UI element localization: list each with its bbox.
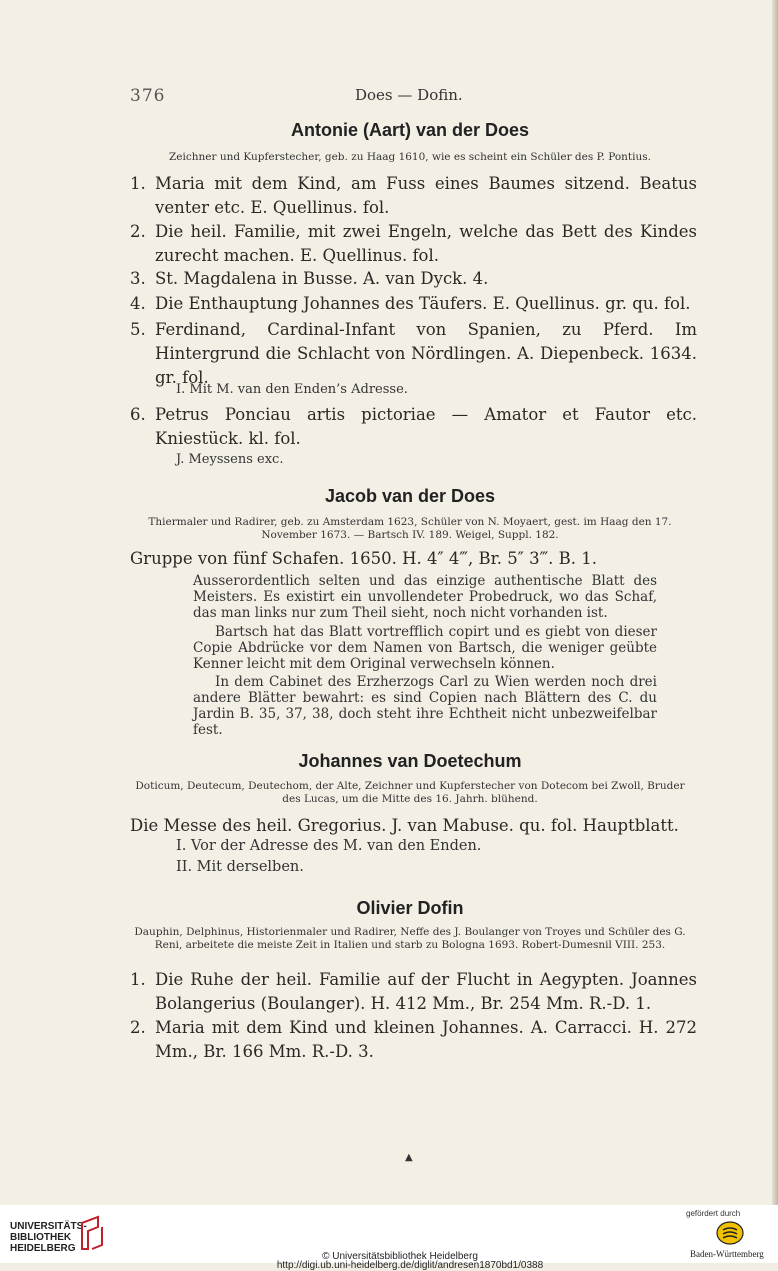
- state-1: I. Vor der Adresse des M. van den Enden.: [176, 838, 482, 854]
- entry-number: 6.: [130, 405, 146, 424]
- entry-number: 5.: [130, 320, 146, 339]
- print-title-line: Die Messe des heil. Gregorius. J. van Mabuse. qu. fol. Hauptblatt.: [130, 816, 679, 835]
- heading-johannes-van-doetechum: Johannes van Doetechum: [298, 751, 522, 771]
- running-header: [0, 86, 778, 110]
- entry-4: [130, 292, 697, 316]
- funder-name: Baden-Württemberg: [690, 1249, 764, 1259]
- library-logo-icon: [78, 1215, 106, 1251]
- bio-antonie: Zeichner und Kupferstecher, geb. zu Haag 1610, wie es scheint ein Schüler des P. Pontius.: [169, 151, 651, 163]
- entry-1: [130, 172, 697, 220]
- entry-number: 4.: [130, 294, 146, 313]
- entry-3: [130, 267, 697, 291]
- permalink-url[interactable]: http://digi.ub.uni-heidelberg.de/diglit/andresen1870bd1/0388: [276, 1260, 544, 1271]
- entry-1: [130, 968, 697, 1016]
- entry-text: St. Magdalena in Busse. A. van Dyck. 4.: [155, 269, 489, 288]
- page-number: 376: [130, 86, 166, 106]
- state-2: II. Mit derselben.: [176, 859, 304, 875]
- heading-antonie-van-der-does: Antonie (Aart) van der Does: [290, 120, 530, 140]
- entry-text: Die Enthauptung Johannes des Täufers. E. Quellinus. gr. qu. fol.: [155, 294, 691, 313]
- publisher-note: J. Meyssens exc.: [176, 452, 284, 467]
- entry-text: Die heil. Familie, mit zwei Engeln, welche das Bett des Kindes zurecht machen. E. Quellinus. fol.: [155, 222, 697, 265]
- entry-2: [130, 1016, 697, 1064]
- running-title: Does — Dofin.: [355, 86, 463, 104]
- entry-text: Die Ruhe der heil. Familie auf der Flucht in Aegypten. Joannes Bolangerius (Boulanger). H. 412 Mm., Br. 254 Mm. R.-D. 1.: [155, 970, 697, 1013]
- footer-bar: [0, 1205, 778, 1271]
- entry-6: [130, 403, 697, 451]
- funded-by-label: gefördert durch: [686, 1209, 741, 1218]
- paragraph-3: In dem Cabinet des Erzherzogs Carl zu Wien werden noch drei andere Blätter bewahrt: es sind Copien nach Blättern des C. du Jardin B. 35, 37, 38, doch steht ihre Echtheit nicht unbezweifelbar fest.: [193, 674, 657, 738]
- entry-text: Ferdinand, Cardinal-Infant von Spanien, zu Pferd. Im Hintergrund die Schlacht von Nördlingen. A. Diepenbeck. 1634. gr. fol.: [155, 320, 697, 387]
- entry-text: Maria mit dem Kind und kleinen Johannes. A. Carracci. H. 272 Mm., Br. 166 Mm. R.-D. 3.: [155, 1018, 697, 1061]
- bio-jacob: Thiermaler und Radirer, geb. zu Amsterdam 1623, Schüler von N. Moyaert, gest. im Haag den 17. November 1673. — Bartsch IV. 189. Weigel, Suppl. 182.: [148, 516, 672, 541]
- state-crest-icon: [715, 1220, 745, 1246]
- print-title-line: Gruppe von fünf Schafen. 1650. H. 4″ 4‴, Br. 5″ 3‴. B. 1.: [130, 549, 598, 568]
- paragraph-2: Bartsch hat das Blatt vortrefflich copirt und es giebt von dieser Copie Abdrücke vor dem Namen von Bartsch, die weniger geübte Kenner leicht mit dem Original verwechseln können.: [193, 624, 657, 672]
- entry-text: Petrus Ponciau artis pictoriae — Amator et Fautor etc. Kniestück. kl. fol.: [155, 405, 697, 448]
- paragraph-1: Ausserordentlich selten und das einzige authentische Blatt des Meisters. Es existirt ein unvollendeter Probedruck, wo das Schaf, das man links nur zum Theil sieht, noch nicht vorhanden ist.: [193, 573, 657, 621]
- entry-number: 2.: [130, 1018, 146, 1037]
- heading-olivier-dofin: Olivier Dofin: [356, 898, 464, 918]
- entry-2: [130, 220, 697, 268]
- state-note: I. Mit M. van den Enden’s Adresse.: [176, 382, 408, 397]
- print-mark: ▲: [405, 1152, 413, 1163]
- entry-number: 3.: [130, 269, 146, 288]
- entry-number: 2.: [130, 222, 146, 241]
- entry-number: 1.: [130, 174, 146, 193]
- entry-number: 1.: [130, 970, 146, 989]
- entry-text: Maria mit dem Kind, am Fuss eines Baumes sitzend. Beatus venter etc. E. Quellinus. fol.: [155, 174, 697, 217]
- bio-johannes: Doticum, Deutecum, Deutechom, der Alte, Zeichner und Kupferstecher von Dotecom bei Zwoll, Bruder des Lucas, um die Mitte des 16. Jahrh. blühend.: [135, 780, 685, 805]
- page-edge-shadow: [772, 0, 778, 1205]
- bio-olivier: Dauphin, Delphinus, Historienmaler und Radirer, Neffe des J. Boulanger von Troyes und Schüler des G. Reni, arbeitete die meiste Zeit in Italien und starb zu Bologna 1693. Robert-Dumesnil VIII. 253.: [134, 926, 686, 951]
- library-name: UNIVERSITÄTS- BIBLIOTHEK HEIDELBERG: [10, 1221, 87, 1254]
- heading-jacob-van-der-does: Jacob van der Does: [324, 486, 496, 506]
- copyright-notice: © Universitätsbibliothek Heidelberg: [322, 1251, 478, 1262]
- entry-5: [130, 318, 697, 390]
